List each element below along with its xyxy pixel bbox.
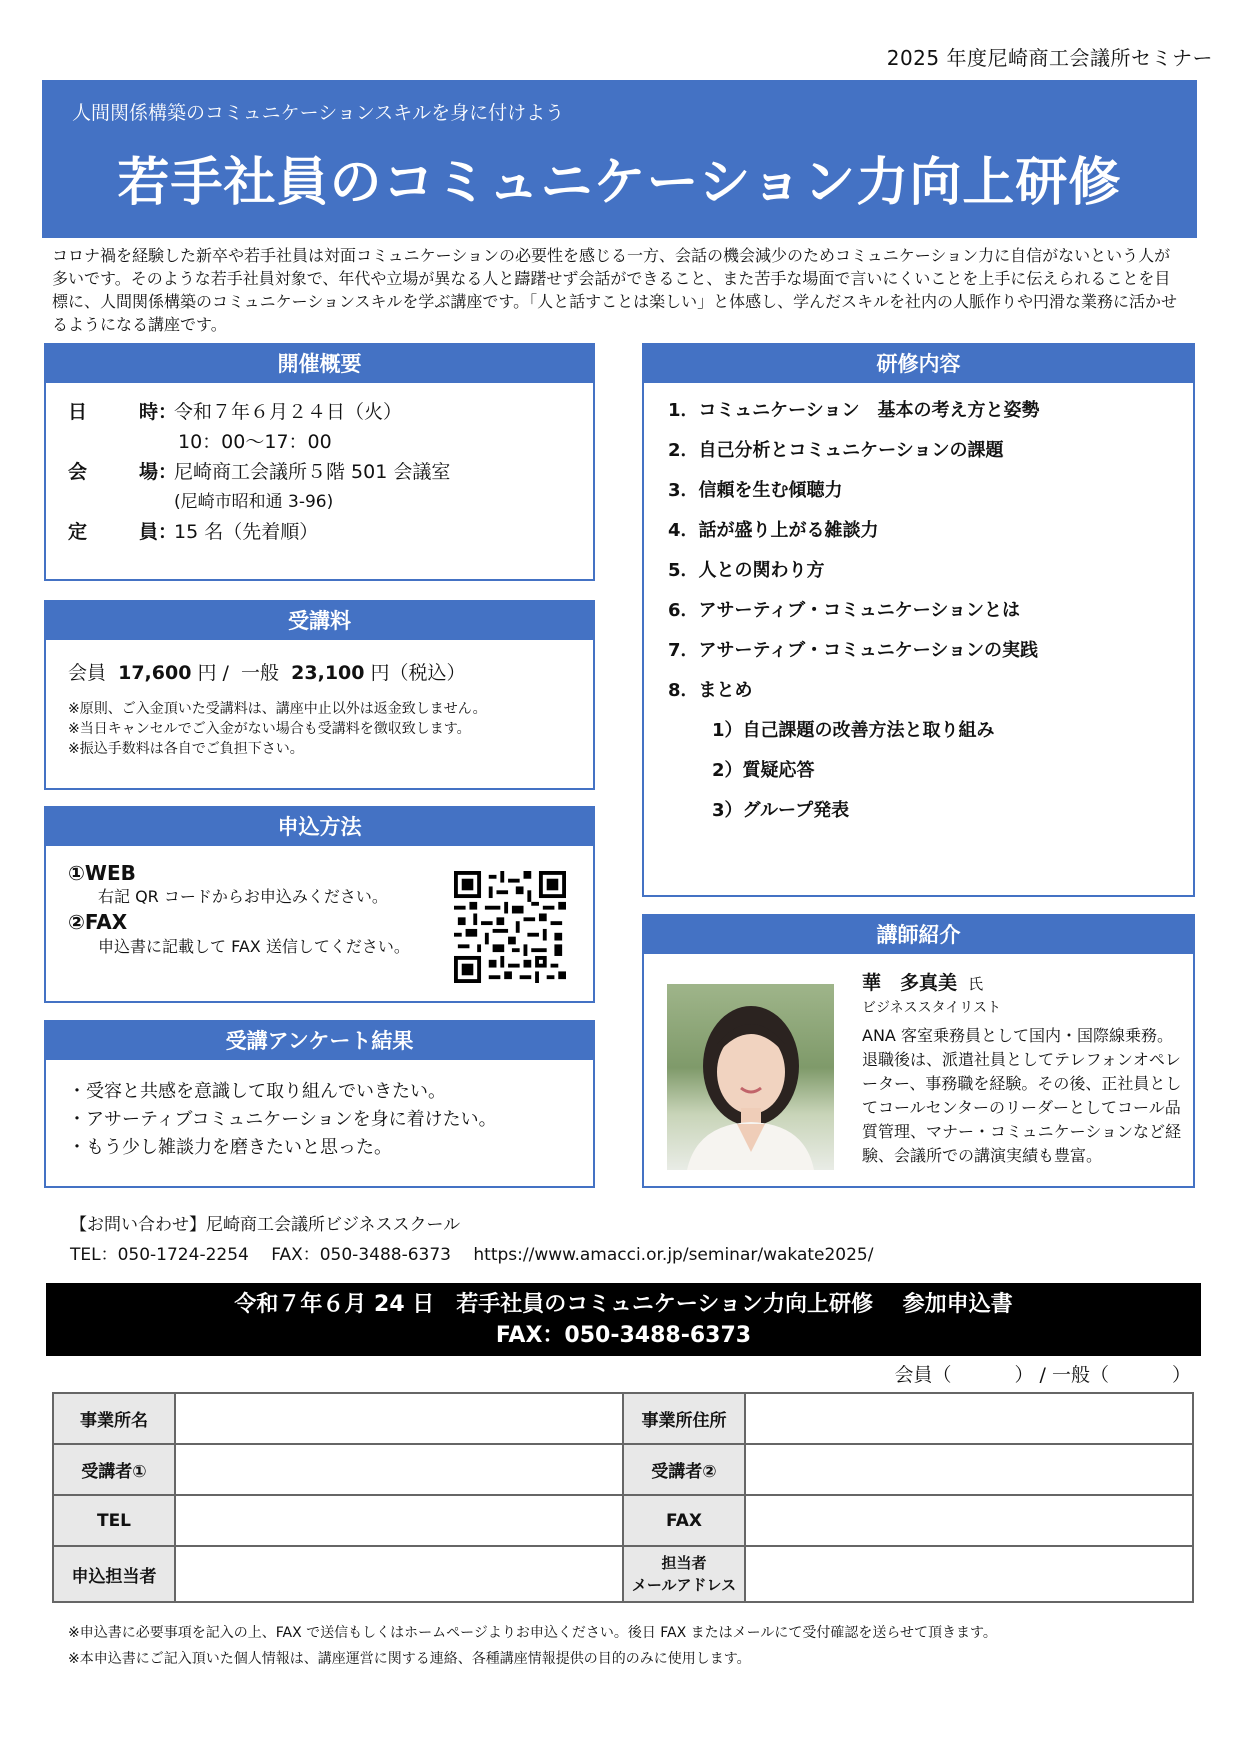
fee-box [44,600,595,790]
company-field[interactable] [175,1393,623,1444]
curriculum-subitem: 1）自己課題の改善方法と取り組み [712,720,995,741]
survey-heading: 受講アンケート結果 [46,1022,593,1060]
label-contact-person: 申込担当者 [53,1546,175,1602]
footnote: ※申込書に必要事項を記入の上、FAX で送信もしくはホームページよりお申込ください。後日 FAX またはメールにて受付確認を送らせて頂きます。 [68,1625,997,1641]
curriculum-box [642,343,1195,897]
qr-code[interactable] [454,871,566,983]
attendee1-field[interactable] [175,1444,623,1495]
survey-item: ・アサーティブコミュニケーションを身に着けたい。 [68,1109,497,1130]
intro-text: コロナ禍を経験した新卒や若手社員は対面コミュニケーションの必要性を感じる一方、会話の機会減少のためコミュニケーション力に自信がないという人が多いです。そのような若手社員対象で、年代や立場が異なる人と躊躇せず会話ができること、また苦手な場面で言いにくいことを上手に伝えられることを目標に、人間関係構築のコミュニケーションスキルを学ぶ講座です。「人と話すことは楽しい」と体感し、学んだスキルを社内の人脈作りや円滑な業務に活かせるようになる講座です。 [52,246,1177,334]
fee-heading: 受講料 [46,602,593,640]
label-address: 事業所住所 [623,1393,745,1444]
email-field[interactable] [745,1546,1193,1602]
contact-lines: TEL：050-1724-2254 FAX：050-3488-6373 https://www.amacci.or.jp/seminar/wakate2025/ [70,1245,874,1265]
overview-box [44,343,595,581]
lecturer-photo [667,984,834,1170]
contact-person-field[interactable] [175,1546,623,1602]
title-banner [42,80,1197,238]
venue-row: 会 場 ： 尼崎商工会議所５階 501 会議室 [68,457,571,487]
label-email: 担当者 メールアドレス [623,1546,745,1602]
fax-title: ②FAX [68,910,128,934]
fax-desc: 申込書に記載して FAX 送信してください。 [98,937,410,956]
capacity-value: 15 名（先着順） [174,521,319,543]
date-row: 日 時 ： 令和７年６月２４日（火） [68,397,571,427]
survey-item: ・もう少し雑談力を磨きたいと思った。 [68,1137,392,1158]
label-tel: TEL [53,1495,175,1546]
member-price: 17,600 [118,662,192,684]
label-attendee2: 受講者② [623,1444,745,1495]
lecturer-title: ビジネススタイリスト [862,1000,1002,1016]
curriculum-subitem: 2）質疑応答 [712,760,815,781]
attendee2-field[interactable] [745,1444,1193,1495]
curriculum-item: 4．話が盛り上がる雑談力 [668,520,879,541]
venue-address: (尼崎市昭和通 3-96) [174,492,334,512]
fee-note: ※振込手数料は各自でご負担下さい。 [68,741,304,757]
curriculum-item: 6．アサーティブ・コミュニケーションとは [668,600,1021,621]
fee-line: 会員 17,600 円 / 一般 23,100 円（税込） [68,662,466,684]
web-desc: 右記 QR コードからお申込みください。 [98,887,388,906]
fee-note: ※当日キャンセルでご入金がない場合も受講料を徴収致します。 [68,721,471,737]
form-fax: FAX：050-3488-6373 [495,1323,752,1348]
curriculum-subitem: 3）グループ発表 [712,800,850,821]
curriculum-item: 1．コミュニケーション 基本の考え方と姿勢 [668,400,1040,421]
lecturer-bio: ANA 客室乗務員として国内・国際線乗務。退職後は、派遣社員としてテレフォンオペレーター、事務職を経験。その後、正社員としてコールセンターのリーダーとしてコール品質管理、マナー・コミュニケーションなど経験、会議所での講演実績も豊富。 [862,1026,1182,1165]
footnote: ※本申込書にご記入頂いた個人情報は、講座運営に関する連絡、各種講座情報提供の目的のみに使用します。 [68,1651,751,1667]
curriculum-item: 8．まとめ [668,680,753,701]
fee-note: ※原則、ご入金頂いた受講料は、講座中止以外は返金致しません。 [68,701,487,717]
curriculum-item: 2．自己分析とコミュニケーションの課題 [668,440,1004,461]
footnotes [68,1620,997,1672]
curriculum-item: 5．人との関わり方 [668,560,825,581]
member-selector[interactable]: 会員（ ） / 一般（ ） [894,1364,1191,1386]
curriculum-heading: 研修内容 [644,345,1193,383]
apply-box [44,806,595,1003]
apply-heading: 申込方法 [46,808,593,846]
address-field[interactable] [745,1393,1193,1444]
series-label: 2025 年度尼崎商工会議所セミナー [886,46,1213,70]
label-attendee1: 受講者① [53,1444,175,1495]
general-price: 23,100 [291,662,365,684]
date-value: 令和７年６月２４日（火） [174,401,403,423]
time-value: 10：00〜17：00 [178,431,332,453]
form-title: 令和７年６月 24 日 若手社員のコミュニケーション力向上研修 参加申込書 [234,1292,1013,1317]
curriculum-item: 3．信頼を生む傾聴力 [668,480,843,501]
survey-box [44,1020,595,1188]
capacity-row: 定 員 ： 15 名（先着順） [68,517,571,547]
web-title: ①WEB [68,861,136,885]
label-fax: FAX [623,1495,745,1546]
application-form [52,1392,1194,1603]
fax-field[interactable] [745,1495,1193,1546]
lecturer-heading: 講師紹介 [644,916,1193,954]
tel-field[interactable] [175,1495,623,1546]
contact-block [70,1210,873,1270]
survey-item: ・受容と共感を意識して取り組んでいきたい。 [68,1081,446,1102]
lecturer-name: 華 多真美 [862,972,958,994]
page-title: 若手社員のコミュニケーション力向上研修 [117,153,1122,213]
overview-heading: 開催概要 [46,345,593,383]
contact-org: 【お問い合わせ】尼崎商工会議所ビジネススクール [70,1215,461,1235]
lecturer-name-block: 華 多真美 氏 ビジネススタイリスト [862,972,1002,1016]
curriculum-item: 7．アサーティブ・コミュニケーションの実践 [668,640,1039,661]
banner-subtitle: 人間関係構築のコミュニケーションスキルを身に付けよう [72,102,565,124]
form-header [46,1283,1201,1356]
venue-value: 尼崎商工会議所５階 501 会議室 [174,461,451,483]
label-company: 事業所名 [53,1393,175,1444]
